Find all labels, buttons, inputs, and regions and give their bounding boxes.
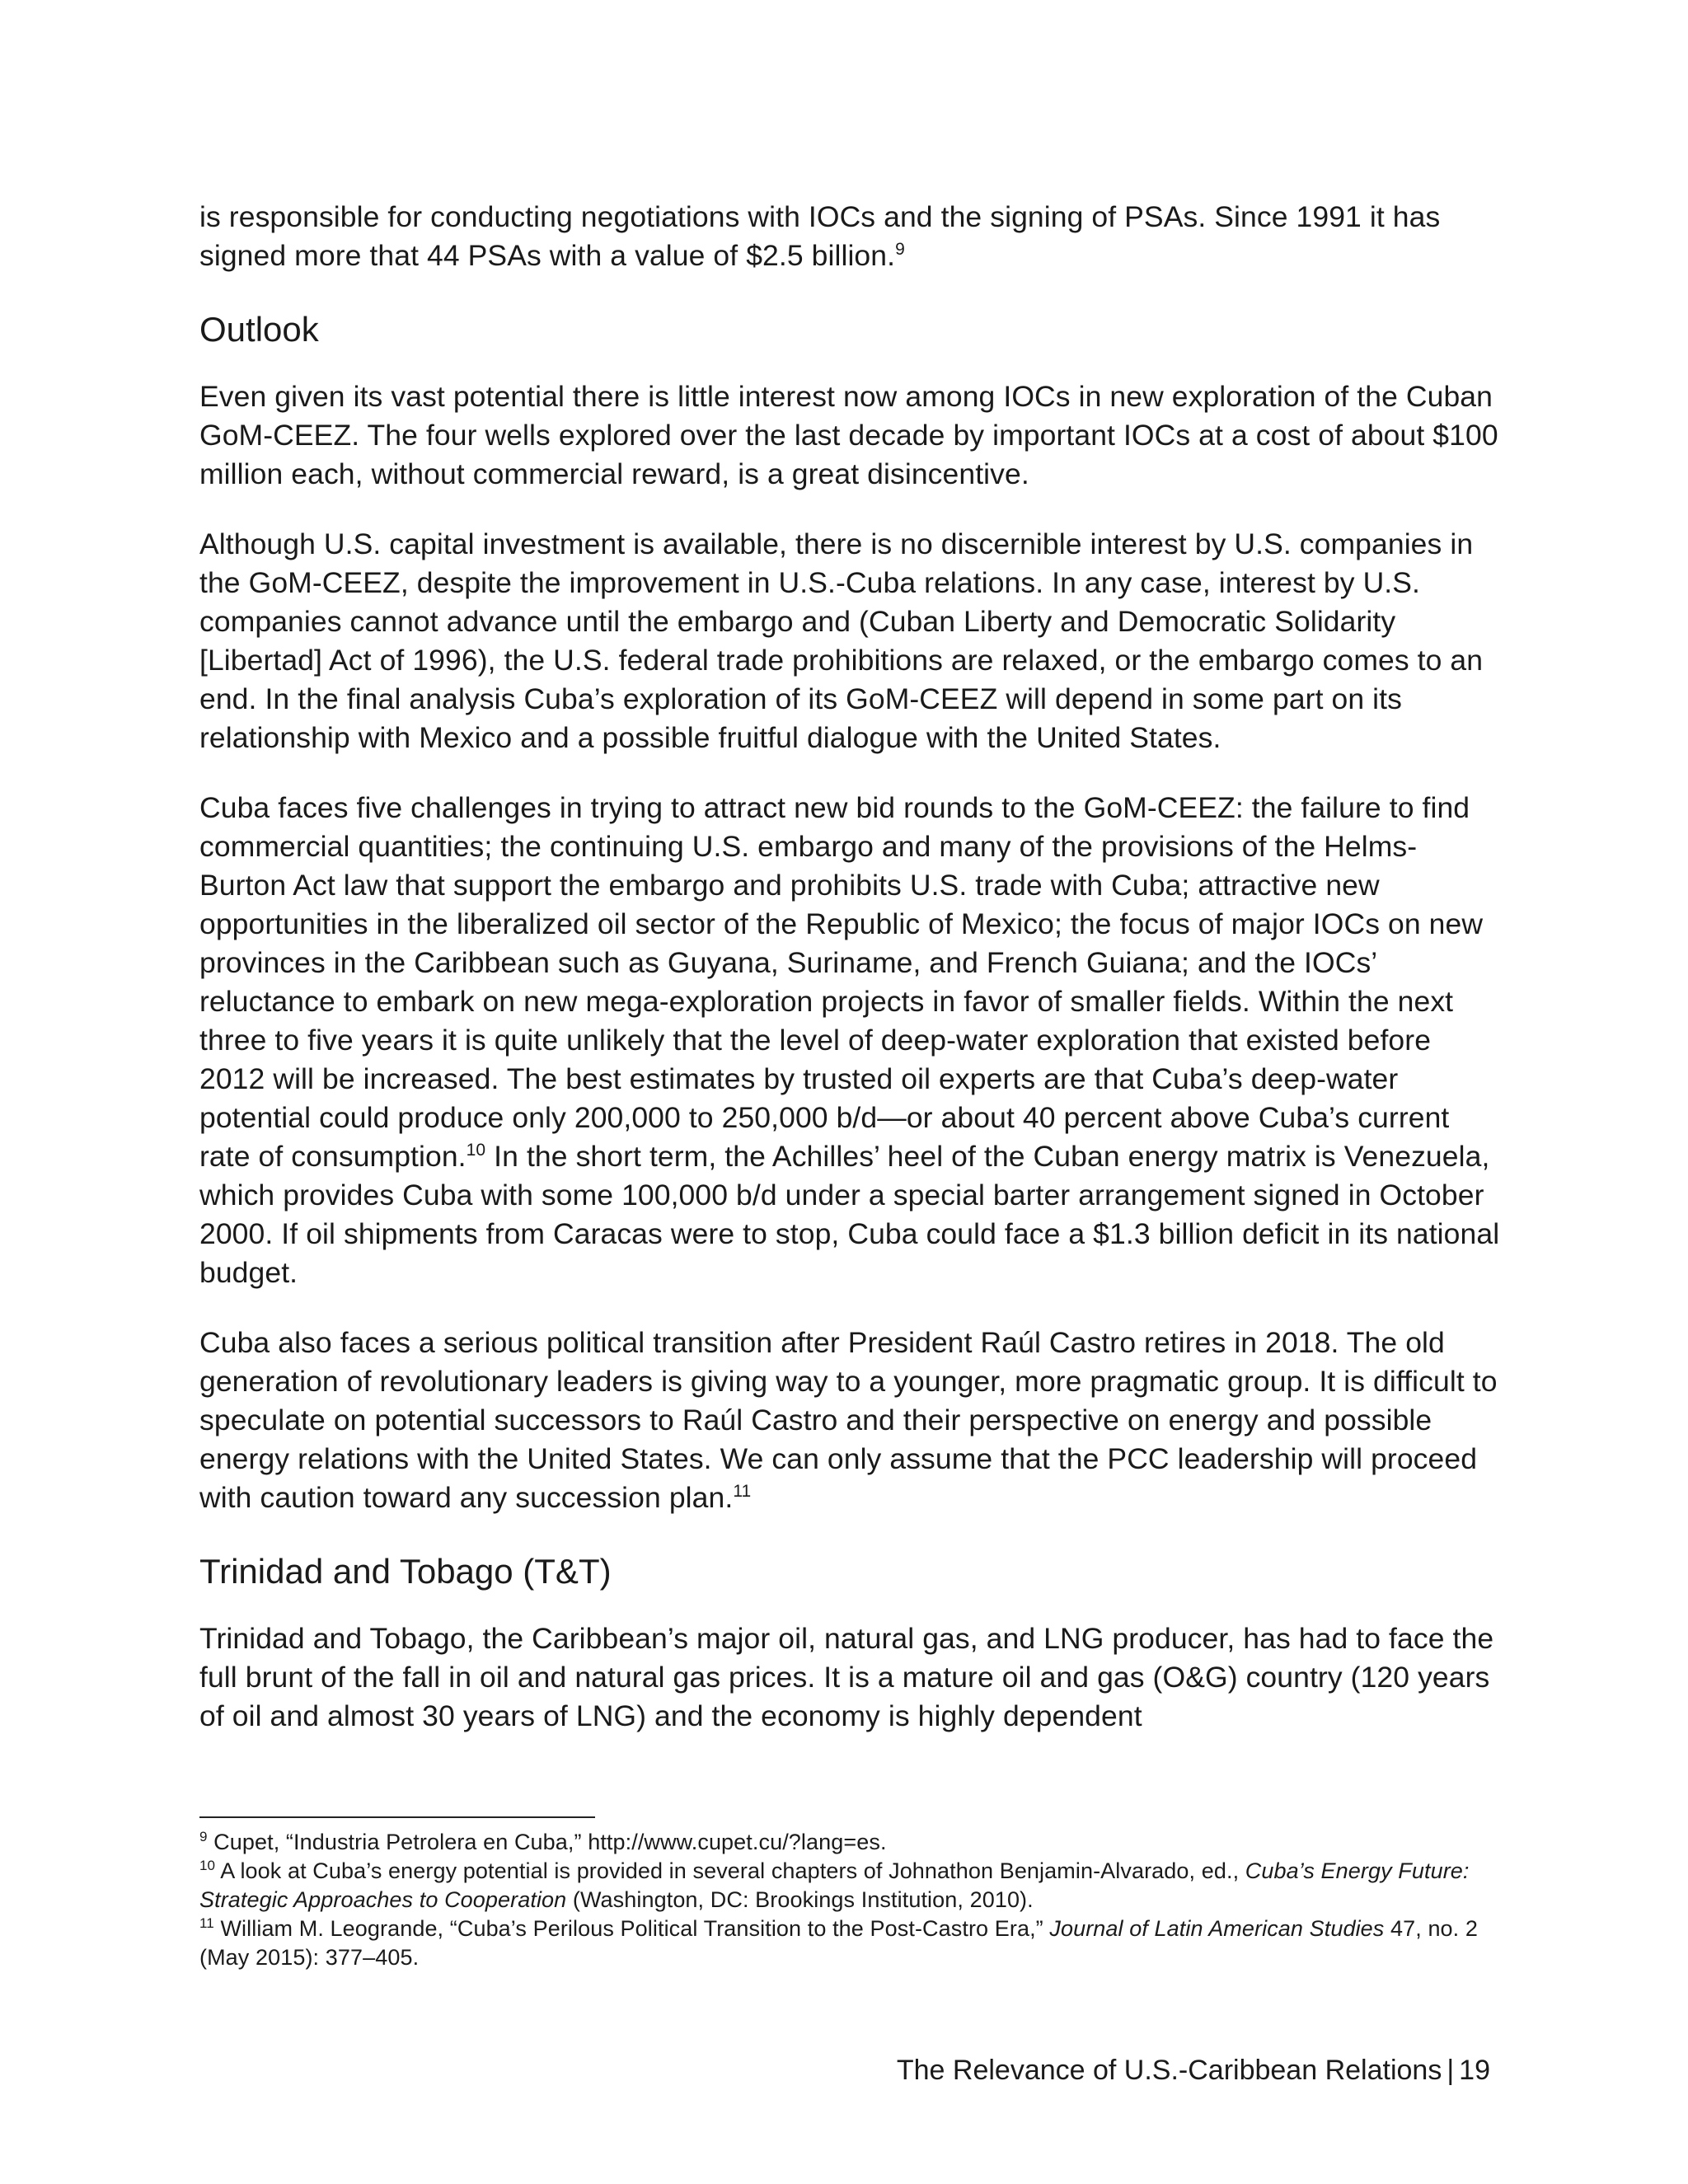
- footnotes: [199, 1828, 1502, 1972]
- footnote-9: $^9$ Cupet, “Industria Petrolera en Cuba,” http://www.cupet.cu/?lang=es.: [199, 1829, 887, 1854]
- outlook-paragraph-2: Although U.S. capital investment is available, there is no discernible interest by U.S. companies in the GoM-CEEZ, despite the improvement in U.S.-Cuba relations. In any case, interest by U.S. companies cannot advance until the embargo and (Cuban Liberty and Democratic Solidarity [Libertad] Act of 1996), the U.S. federal trade prohibitions are relaxed, or the embargo comes to an end. In the final analysis Cuba’s exploration of its GoM-CEEZ will depend in some part on its relationship with Mexico and a possible fruitful dialogue with the United States.: [199, 527, 1484, 754]
- page-number: 19: [1459, 2055, 1490, 2086]
- footnote-ref-10[interactable]: 10: [466, 1141, 486, 1160]
- outlook-paragraph-1: Even given its vast potential there is little interest now among IOCs in new exploration of the Cuban GoM-CEEZ. The four wells explored over the last decade by important IOCs at a cost of about $100 million each, without commercial reward, is a great disincentive.: [199, 380, 1498, 490]
- footer-title: The Relevance of U.S.-Caribbean Relations: [896, 2055, 1442, 2086]
- footer-separator: |: [1447, 2055, 1455, 2086]
- section-heading-trinidad-tobago: Trinidad and Tobago (T&T): [199, 1552, 612, 1591]
- page-footer: [897, 2052, 1490, 2088]
- footnote-ref-9[interactable]: 9: [895, 240, 905, 260]
- page-body: [199, 198, 1502, 1736]
- outlook-paragraph-3: Cuba faces five challenges in trying to attract new bid rounds to the GoM-CEEZ: the failure to find commercial quantities; the continuing U.S. embargo and many of the provisions of the Helms-Burton Act law that support the embargo and prohibits U.S. trade with Cuba; attractive new opportunities in the liberalized oil sector of the Republic of Mexico; the focus of major IOCs on new provinces in the Caribbean such as Guyana, Suriname, and French Guiana; and the IOCs’ reluctance to embark on new mega-exploration projects in favor of smaller fields. Within the next three to five years it is quite unlikely that the level of deep-water exploration that existed before 2012 will be increased. The best estimates by trusted oil experts are that Cuba’s deep-water potential could produce only 200,000 to 250,000 b/d—or about 40 percent above Cuba’s current rate of consumption.$^{10}$ In the short term, the Achilles’ heel of the Cuban energy matrix is Venezuela, which provides Cuba with some 100,000 b/d under a special barter arrangement signed in October 2000. If oil shipments from Caracas were to stop, Cuba could face a $1.3 billion deficit in its national budget.: [199, 791, 1500, 1289]
- continuation-paragraph: is responsible for conducting negotiations with IOCs and the signing of PSAs. Since 1991 it has signed more that 44 PSAs with a value of $2.5 billion.$^9$: [199, 200, 1441, 272]
- tt-paragraph-1: Trinidad and Tobago, the Caribbean’s major oil, natural gas, and LNG producer, has had to face the full brunt of the fall in oil and natural gas prices. It is a mature oil and gas (O&G) country (120 years of oil and almost 30 years of LNG) and the economy is highly dependent: [199, 1622, 1494, 1732]
- footnote-11: $^{11}$ William M. Leogrande, “Cuba’s Perilous Political Transition to the Post-Castro Era,” Journal of Latin American Studies 47, no. 2 (May 2015): 377–405.: [199, 1915, 1478, 1970]
- footnote-divider: [199, 1816, 595, 1818]
- outlook-paragraph-4: Cuba also faces a serious political transition after President Raúl Castro retires in 2018. The old generation of revolutionary leaders is giving way to a younger, more pragmatic group. It is difficult to speculate on potential successors to Raúl Castro and their perspective on energy and possible energy relations with the United States. We can only assume that the PCC leadership will proceed with caution toward any succession plan.$^{11}$: [199, 1326, 1498, 1514]
- section-heading-outlook: Outlook: [199, 310, 319, 349]
- footnote-10: $^{10}$ A look at Cuba’s energy potential is provided in several chapters of Johnathon Benjamin-Alvarado, ed., Cuba’s Energy Future: Strategic Approaches to Cooperation (Washington, DC: Brookings Institution, 2010).: [199, 1858, 1470, 1912]
- footnote-ref-11[interactable]: 11: [733, 1482, 752, 1502]
